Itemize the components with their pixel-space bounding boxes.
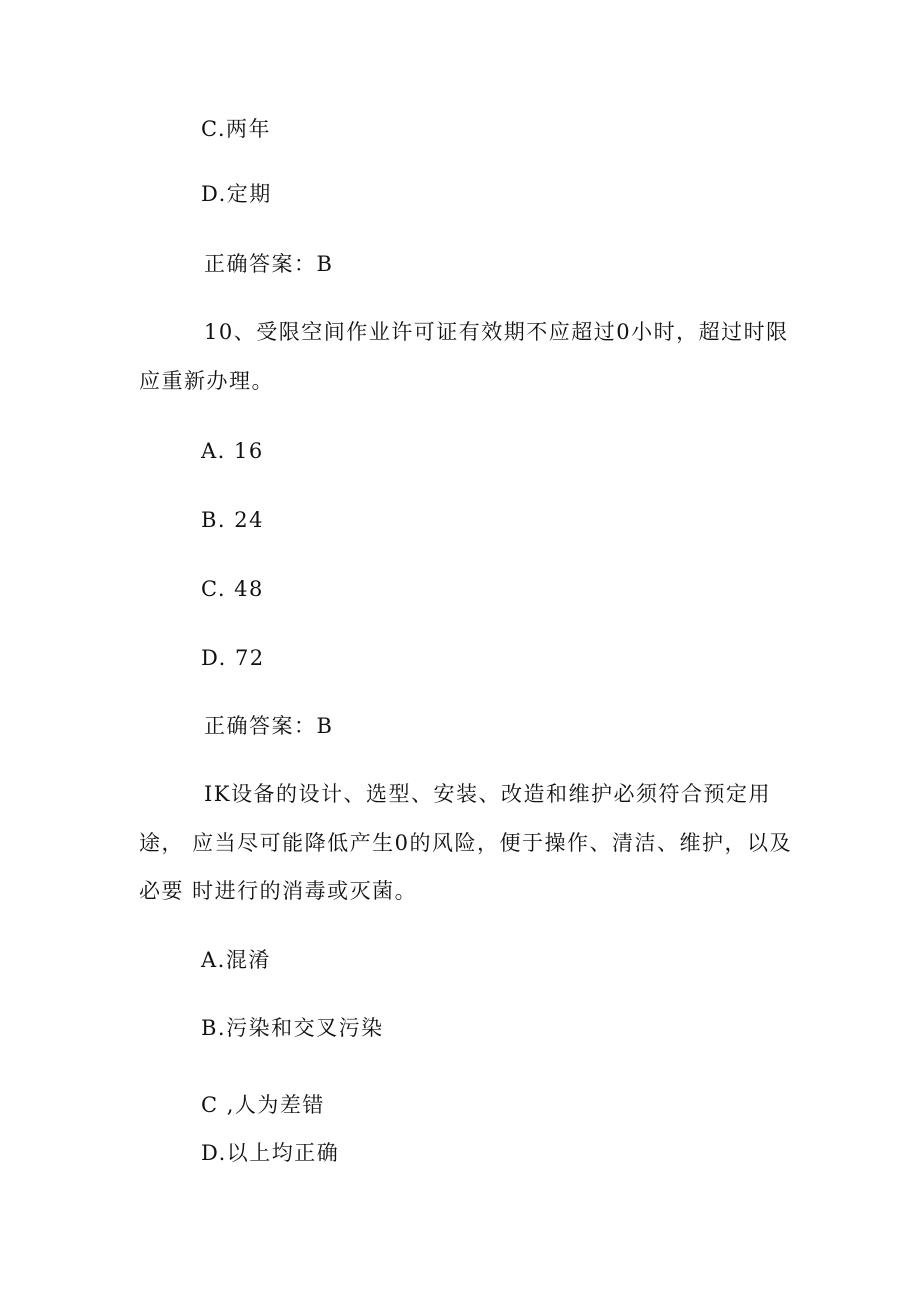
q11-text-line1: IK设备的设计、选型、安装、改造和维护必须符合预定用 bbox=[204, 782, 771, 806]
q11-option-a: A.混淆 bbox=[201, 948, 271, 972]
q10-correct-answer: 正确答案：B bbox=[204, 714, 334, 738]
q11-option-b: B.污染和交叉污染 bbox=[201, 1016, 384, 1040]
q10-text-line1: 10、受限空间作业许可证有效期不应超过0小时，超过时限 bbox=[204, 320, 789, 344]
q11-text-line3: 必要 时进行的消毒或灭菌。 bbox=[139, 879, 418, 903]
q11-option-d: D.以上均正确 bbox=[201, 1141, 340, 1165]
q10-option-c: C. 48 bbox=[201, 577, 264, 601]
q10-text-line2: 应重新办理。 bbox=[139, 369, 274, 393]
prev-correct-answer: 正确答案：B bbox=[204, 252, 334, 276]
q11-option-c: C ,人为差错 bbox=[201, 1093, 325, 1117]
q10-option-a: A. 16 bbox=[201, 439, 264, 463]
q10-option-d: D. 72 bbox=[201, 646, 265, 670]
q11-text-line2: 途， 应当尽可能降低产生0的风险，便于操作、清洁、维护，以及 bbox=[139, 831, 793, 855]
q10-option-b: B. 24 bbox=[201, 508, 265, 532]
prev-option-d: D.定期 bbox=[201, 182, 272, 206]
prev-option-c: C.两年 bbox=[201, 117, 271, 141]
